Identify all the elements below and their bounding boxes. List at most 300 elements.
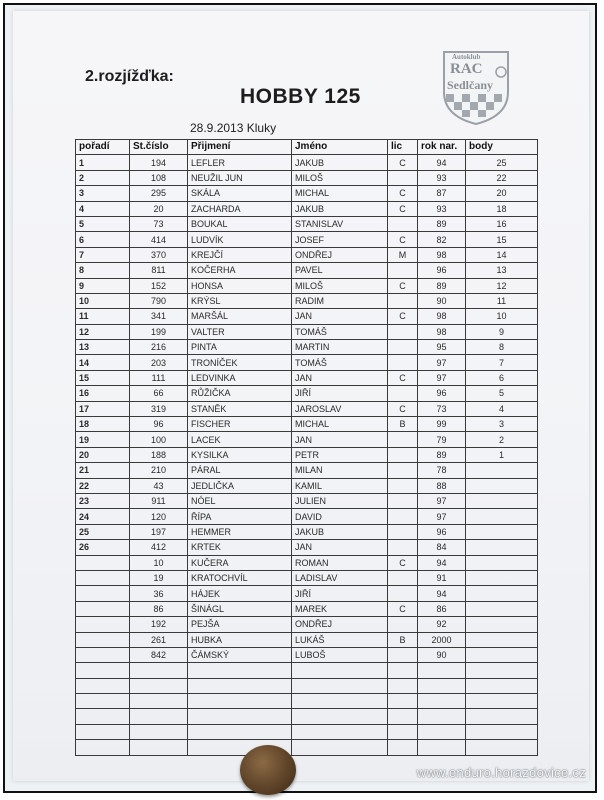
cell-start-number: 120	[130, 509, 188, 524]
cell-birth-year: 90	[418, 647, 466, 662]
cell-surname: KUČERA	[188, 555, 292, 570]
cell-first-name: PETR	[292, 447, 388, 462]
cell-license	[388, 678, 418, 693]
table-row	[76, 432, 538, 447]
cell-start-number: 210	[130, 463, 188, 478]
cell-points	[466, 709, 538, 724]
cell-points: 5	[466, 386, 538, 401]
cell-points	[466, 740, 538, 755]
cell-points	[466, 678, 538, 693]
cell-points: 14	[466, 247, 538, 262]
cell-start-number	[130, 694, 188, 709]
cell-first-name: ROMAN	[292, 555, 388, 570]
cell-first-name: KAMIL	[292, 478, 388, 493]
logo-line1: Autoklub	[452, 53, 481, 61]
cell-position: 3	[76, 186, 130, 201]
cell-start-number: 111	[130, 370, 188, 385]
cell-position: 14	[76, 355, 130, 370]
cell-start-number: 261	[130, 632, 188, 647]
table-row	[76, 617, 538, 632]
table-row	[76, 278, 538, 293]
cell-position: 18	[76, 417, 130, 432]
cell-start-number: 370	[130, 247, 188, 262]
cell-points: 13	[466, 263, 538, 278]
table-row	[76, 586, 538, 601]
cell-first-name: MICHAL	[292, 417, 388, 432]
round-label: 2.rozjížďka:	[85, 68, 174, 85]
cell-surname: PEJŠA	[188, 617, 292, 632]
cell-surname: JEDLIČKA	[188, 478, 292, 493]
table-row	[76, 355, 538, 370]
cell-birth-year: 95	[418, 340, 466, 355]
cell-first-name: JAN	[292, 370, 388, 385]
cell-surname: TRONÍČEK	[188, 355, 292, 370]
cell-license	[388, 463, 418, 478]
cell-birth-year: 98	[418, 324, 466, 339]
cell-first-name: JAKUB	[292, 524, 388, 539]
cell-birth-year: 73	[418, 401, 466, 416]
cell-position: 24	[76, 509, 130, 524]
cell-position: 10	[76, 293, 130, 308]
cell-start-number	[130, 724, 188, 739]
table-row	[76, 678, 538, 693]
cell-license: C	[388, 201, 418, 216]
cell-first-name: JIŘÍ	[292, 386, 388, 401]
cell-birth-year: 96	[418, 524, 466, 539]
cell-first-name: LUKÁŠ	[292, 632, 388, 647]
cell-birth-year	[418, 678, 466, 693]
cell-surname: VALTER	[188, 324, 292, 339]
cell-license: C	[388, 601, 418, 616]
cell-first-name: JAN	[292, 540, 388, 555]
table-row	[76, 201, 538, 216]
cell-license	[388, 570, 418, 585]
cell-surname: ZACHARDA	[188, 201, 292, 216]
table-row	[76, 540, 538, 555]
cell-first-name: TOMÁŠ	[292, 324, 388, 339]
cell-first-name: RADIM	[292, 293, 388, 308]
cell-license	[388, 432, 418, 447]
cell-license	[388, 170, 418, 185]
cell-surname: HEMMER	[188, 524, 292, 539]
cell-license: C	[388, 232, 418, 247]
cell-position	[76, 678, 130, 693]
cell-position	[76, 647, 130, 662]
cell-points: 9	[466, 324, 538, 339]
cell-points	[466, 694, 538, 709]
cell-position	[76, 740, 130, 755]
cell-birth-year: 97	[418, 493, 466, 508]
cell-start-number: 341	[130, 309, 188, 324]
cell-first-name: ONDŘEJ	[292, 617, 388, 632]
cell-birth-year	[418, 694, 466, 709]
cell-start-number: 412	[130, 540, 188, 555]
cell-license	[388, 709, 418, 724]
cell-birth-year: 97	[418, 509, 466, 524]
cell-position	[76, 586, 130, 601]
column-header-first-name: Jméno	[292, 140, 388, 155]
cell-position	[76, 555, 130, 570]
cell-first-name	[292, 724, 388, 739]
cell-license	[388, 540, 418, 555]
cell-license	[388, 694, 418, 709]
cell-position: 22	[76, 478, 130, 493]
cell-surname: ŠINÁGL	[188, 601, 292, 616]
cell-points	[466, 601, 538, 616]
table-row	[76, 724, 538, 739]
cell-position	[76, 632, 130, 647]
cell-license	[388, 293, 418, 308]
cell-birth-year: 94	[418, 586, 466, 601]
cell-start-number: 203	[130, 355, 188, 370]
cell-surname: BOUKAL	[188, 216, 292, 231]
cell-start-number: 108	[130, 170, 188, 185]
cell-points: 2	[466, 432, 538, 447]
cell-license	[388, 724, 418, 739]
cell-first-name: JAKUB	[292, 155, 388, 170]
cell-points: 10	[466, 309, 538, 324]
cell-position: 6	[76, 232, 130, 247]
cell-license	[388, 355, 418, 370]
cell-birth-year: 97	[418, 370, 466, 385]
cell-surname	[188, 709, 292, 724]
cell-birth-year: 94	[418, 555, 466, 570]
cell-license: C	[388, 555, 418, 570]
cell-license	[388, 386, 418, 401]
cell-points	[466, 493, 538, 508]
cell-points: 11	[466, 293, 538, 308]
cell-points	[466, 586, 538, 601]
table-row	[76, 632, 538, 647]
cell-first-name: MAREK	[292, 601, 388, 616]
cell-first-name: JAN	[292, 309, 388, 324]
cell-first-name: STANISLAV	[292, 216, 388, 231]
cell-position: 11	[76, 309, 130, 324]
cell-license	[388, 524, 418, 539]
cell-first-name: JIŘÍ	[292, 586, 388, 601]
cell-start-number: 194	[130, 155, 188, 170]
cell-first-name	[292, 678, 388, 693]
column-header-license: lic	[388, 140, 418, 155]
coin-paperweight	[240, 745, 296, 795]
cell-license: C	[388, 155, 418, 170]
table-row	[76, 524, 538, 539]
cell-start-number	[130, 709, 188, 724]
cell-birth-year: 90	[418, 293, 466, 308]
cell-first-name	[292, 694, 388, 709]
cell-birth-year: 94	[418, 155, 466, 170]
cell-points: 7	[466, 355, 538, 370]
cell-surname: KREJČÍ	[188, 247, 292, 262]
cell-start-number: 811	[130, 263, 188, 278]
cell-license	[388, 478, 418, 493]
results-table	[75, 139, 538, 756]
cell-license: B	[388, 417, 418, 432]
cell-position: 15	[76, 370, 130, 385]
table-row	[76, 555, 538, 570]
cell-points	[466, 570, 538, 585]
cell-first-name: LUBOŠ	[292, 647, 388, 662]
cell-start-number: 319	[130, 401, 188, 416]
table-row	[76, 401, 538, 416]
cell-birth-year: 96	[418, 263, 466, 278]
table-row	[76, 216, 538, 231]
cell-birth-year: 89	[418, 447, 466, 462]
cell-surname: KRATOCHVÍL	[188, 570, 292, 585]
cell-license	[388, 447, 418, 462]
cell-birth-year	[418, 740, 466, 755]
cell-license	[388, 216, 418, 231]
cell-points: 4	[466, 401, 538, 416]
cell-points	[466, 663, 538, 678]
cell-license	[388, 324, 418, 339]
cell-position	[76, 694, 130, 709]
cell-surname: HONSA	[188, 278, 292, 293]
cell-start-number	[130, 740, 188, 755]
cell-points	[466, 617, 538, 632]
cell-points: 25	[466, 155, 538, 170]
cell-start-number: 790	[130, 293, 188, 308]
cell-position: 26	[76, 540, 130, 555]
cell-surname: LACEK	[188, 432, 292, 447]
cell-surname: RŮŽIČKA	[188, 386, 292, 401]
cell-birth-year	[418, 724, 466, 739]
table-row	[76, 324, 538, 339]
cell-position: 5	[76, 216, 130, 231]
cell-points: 1	[466, 447, 538, 462]
cell-first-name: ONDŘEJ	[292, 247, 388, 262]
column-header-start-number: St.číslo	[130, 140, 188, 155]
cell-license	[388, 509, 418, 524]
cell-first-name: JOSEF	[292, 232, 388, 247]
cell-surname	[188, 724, 292, 739]
table-row	[76, 647, 538, 662]
table-row	[76, 740, 538, 755]
cell-first-name: JULIEN	[292, 493, 388, 508]
cell-start-number: 216	[130, 340, 188, 355]
table-row	[76, 478, 538, 493]
cell-surname: NEUŽIL JUN	[188, 170, 292, 185]
cell-position	[76, 617, 130, 632]
results-body	[76, 155, 538, 755]
cell-position: 8	[76, 263, 130, 278]
table-row	[76, 386, 538, 401]
cell-position: 9	[76, 278, 130, 293]
cell-position: 16	[76, 386, 130, 401]
cell-license	[388, 663, 418, 678]
cell-points: 8	[466, 340, 538, 355]
cell-points: 16	[466, 216, 538, 231]
cell-points: 12	[466, 278, 538, 293]
cell-birth-year	[418, 709, 466, 724]
cell-start-number: 152	[130, 278, 188, 293]
cell-surname: KRTEK	[188, 540, 292, 555]
cell-birth-year: 79	[418, 432, 466, 447]
cell-position: 20	[76, 447, 130, 462]
cell-license	[388, 340, 418, 355]
cell-start-number: 73	[130, 216, 188, 231]
cell-birth-year: 2000	[418, 632, 466, 647]
cell-surname: SKÁLA	[188, 186, 292, 201]
cell-first-name: PAVEL	[292, 263, 388, 278]
column-header-points: body	[466, 140, 538, 155]
column-header-surname: Přijmení	[188, 140, 292, 155]
cell-position	[76, 724, 130, 739]
cell-first-name: JAN	[292, 432, 388, 447]
cell-first-name: JAROSLAV	[292, 401, 388, 416]
cell-start-number: 100	[130, 432, 188, 447]
cell-first-name: MICHAL	[292, 186, 388, 201]
cell-points	[466, 555, 538, 570]
cell-birth-year: 98	[418, 247, 466, 262]
cell-first-name	[292, 709, 388, 724]
cell-position	[76, 601, 130, 616]
cell-start-number	[130, 663, 188, 678]
cell-birth-year: 91	[418, 570, 466, 585]
table-row	[76, 417, 538, 432]
cell-birth-year: 89	[418, 216, 466, 231]
logo-line3: Sedlčany	[447, 78, 494, 92]
cell-license: C	[388, 278, 418, 293]
cell-surname: LUDVÍK	[188, 232, 292, 247]
cell-position: 13	[76, 340, 130, 355]
table-row	[76, 447, 538, 462]
cell-position: 19	[76, 432, 130, 447]
cell-surname: HUBKA	[188, 632, 292, 647]
table-row	[76, 170, 538, 185]
cell-birth-year: 88	[418, 478, 466, 493]
table-row	[76, 709, 538, 724]
cell-surname: FISCHER	[188, 417, 292, 432]
cell-start-number: 96	[130, 417, 188, 432]
date-location: 28.9.2013 Kluky	[190, 121, 277, 135]
cell-points: 6	[466, 370, 538, 385]
cell-birth-year	[418, 663, 466, 678]
cell-points	[466, 509, 538, 524]
cell-first-name	[292, 663, 388, 678]
cell-birth-year: 84	[418, 540, 466, 555]
cell-surname: PINTA	[188, 340, 292, 355]
cell-surname: PÁRAL	[188, 463, 292, 478]
cell-start-number: 43	[130, 478, 188, 493]
cell-license: M	[388, 247, 418, 262]
cell-start-number	[130, 678, 188, 693]
cell-birth-year: 82	[418, 232, 466, 247]
cell-first-name: MARTIN	[292, 340, 388, 355]
cell-start-number: 911	[130, 493, 188, 508]
cell-position: 4	[76, 201, 130, 216]
cell-birth-year: 87	[418, 186, 466, 201]
cell-license: C	[388, 309, 418, 324]
cell-license	[388, 493, 418, 508]
cell-first-name: MILOŠ	[292, 170, 388, 185]
cell-surname: KYSILKA	[188, 447, 292, 462]
cell-start-number: 197	[130, 524, 188, 539]
cell-surname: KRÝSL	[188, 293, 292, 308]
cell-birth-year: 93	[418, 170, 466, 185]
table-row	[76, 570, 538, 585]
cell-surname	[188, 663, 292, 678]
cell-position	[76, 570, 130, 585]
table-row	[76, 232, 538, 247]
cell-license: C	[388, 370, 418, 385]
cell-first-name: MILOŠ	[292, 278, 388, 293]
cell-position: 17	[76, 401, 130, 416]
cell-surname: ČÁMSKÝ	[188, 647, 292, 662]
table-row	[76, 463, 538, 478]
cell-points	[466, 647, 538, 662]
table-row	[76, 186, 538, 201]
cell-points	[466, 540, 538, 555]
cell-birth-year: 78	[418, 463, 466, 478]
cell-start-number: 192	[130, 617, 188, 632]
table-row	[76, 340, 538, 355]
cell-position: 12	[76, 324, 130, 339]
cell-birth-year: 97	[418, 355, 466, 370]
cell-surname: NÓEL	[188, 493, 292, 508]
cell-license: C	[388, 186, 418, 201]
column-header-birth-year: rok nar.	[418, 140, 466, 155]
cell-surname	[188, 678, 292, 693]
cell-license	[388, 617, 418, 632]
cell-position	[76, 709, 130, 724]
cell-surname: MARŠÁL	[188, 309, 292, 324]
cell-birth-year: 96	[418, 386, 466, 401]
cell-first-name	[292, 740, 388, 755]
cell-start-number: 295	[130, 186, 188, 201]
table-row	[76, 293, 538, 308]
cell-license	[388, 263, 418, 278]
cell-points: 20	[466, 186, 538, 201]
cell-surname: KOČERHA	[188, 263, 292, 278]
site-watermark: www.enduro.horazdovice.cz	[416, 765, 586, 780]
cell-surname	[188, 694, 292, 709]
cell-points: 15	[466, 232, 538, 247]
column-header-position: pořadí	[76, 140, 130, 155]
table-row	[76, 694, 538, 709]
cell-start-number: 36	[130, 586, 188, 601]
cell-first-name: TOMÁŠ	[292, 355, 388, 370]
cell-points	[466, 632, 538, 647]
table-row	[76, 663, 538, 678]
cell-birth-year: 89	[418, 278, 466, 293]
table-row	[76, 601, 538, 616]
cell-position: 21	[76, 463, 130, 478]
cell-points	[466, 524, 538, 539]
table-row	[76, 247, 538, 262]
table-row	[76, 493, 538, 508]
cell-start-number: 10	[130, 555, 188, 570]
cell-first-name: JAKUB	[292, 201, 388, 216]
table-row	[76, 370, 538, 385]
cell-license	[388, 586, 418, 601]
cell-points	[466, 478, 538, 493]
cell-start-number: 66	[130, 386, 188, 401]
table-row	[76, 263, 538, 278]
cell-start-number: 414	[130, 232, 188, 247]
cell-surname: LEDVINKA	[188, 370, 292, 385]
cell-points: 3	[466, 417, 538, 432]
cell-license	[388, 647, 418, 662]
cell-surname: LEFLER	[188, 155, 292, 170]
club-logo	[438, 48, 514, 126]
cell-start-number: 199	[130, 324, 188, 339]
table-header-row	[76, 140, 538, 155]
cell-points	[466, 463, 538, 478]
cell-license	[388, 740, 418, 755]
cell-points: 18	[466, 201, 538, 216]
cell-start-number: 86	[130, 601, 188, 616]
